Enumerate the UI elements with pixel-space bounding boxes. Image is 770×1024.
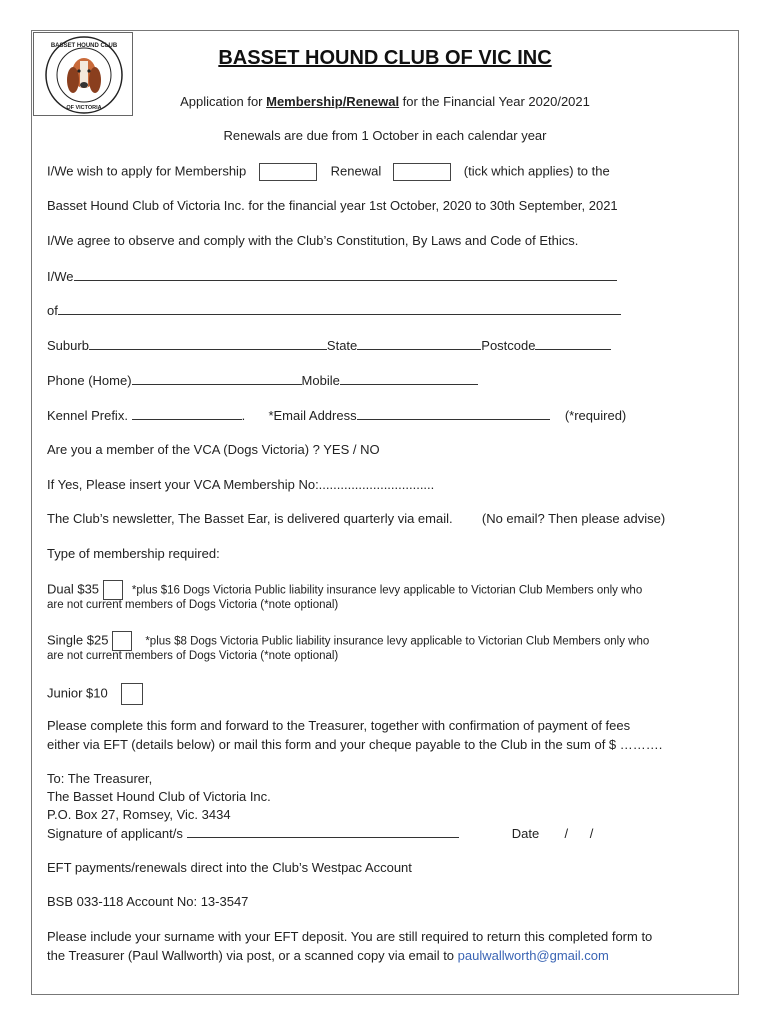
membership-type-heading: Type of membership required: xyxy=(47,546,220,561)
junior-line: Junior $10 xyxy=(47,683,143,705)
apply-line: I/We wish to apply for Membership Renewal (tick which applies) to the xyxy=(47,163,610,181)
dual-line: Dual $35 *plus $16 Dogs Victoria Public liability insurance levy applicable to Victorian Club Members only who xyxy=(47,580,642,600)
iwe-field[interactable] xyxy=(74,268,617,281)
address-field[interactable] xyxy=(58,302,621,315)
treasurer-email-link[interactable]: paulwallworth@gmail.com xyxy=(457,948,609,963)
eft-line: EFT payments/renewals direct into the Club’s Westpac Account xyxy=(47,860,412,875)
signature-line: Signature of applicant/s Date / / xyxy=(47,826,594,841)
instructions-1: Please complete this form and forward to the Treasurer, together with confirmation of payment of fees xyxy=(47,718,631,733)
subtitle-emphasis: Membership/Renewal xyxy=(266,94,400,109)
vca-number-line: If Yes, Please insert your VCA Membership No:................................ xyxy=(47,477,435,492)
kennel-prefix-field[interactable] xyxy=(132,407,242,420)
junior-checkbox[interactable] xyxy=(121,683,143,705)
renewal-checkbox[interactable] xyxy=(393,163,451,181)
dual-note-cont: are not current members of Dogs Victoria (*note optional) xyxy=(47,599,339,611)
subtitle: Application for Membership/Renewal for the Financial Year 2020/2021 xyxy=(180,94,590,109)
membership-checkbox[interactable] xyxy=(259,163,317,181)
suburb-field[interactable] xyxy=(89,337,327,350)
logo-text-bottom: OF VICTORIA xyxy=(66,105,102,111)
club-year-line: Basset Hound Club of Victoria Inc. for the financial year 1st October, 2020 to 30th September, 2021 xyxy=(47,198,618,213)
mobile-field[interactable] xyxy=(340,372,478,385)
renewals-note: Renewals are due from 1 October in each calendar year xyxy=(223,128,547,143)
address-to: To: The Treasurer, xyxy=(47,771,153,786)
state-field[interactable] xyxy=(357,337,481,350)
agree-line: I/We agree to observe and comply with the Club’s Constitution, By Laws and Code of Ethics. xyxy=(47,233,579,248)
bsb-line: BSB 033-118 Account No: 13-3547 xyxy=(47,894,249,909)
email-field[interactable] xyxy=(357,407,550,420)
iwe-line: I/We xyxy=(47,268,617,284)
phone-line: Phone (Home) Mobile xyxy=(47,372,478,388)
single-checkbox[interactable] xyxy=(112,631,132,651)
address-line: of xyxy=(47,302,621,318)
closing-1: Please include your surname with your EFT deposit. You are still required to return this completed form to xyxy=(47,929,653,944)
dual-checkbox[interactable] xyxy=(103,580,123,600)
single-note-cont: are not current members of Dogs Victoria (*note optional) xyxy=(47,650,339,662)
date-field[interactable]: / / xyxy=(564,826,594,841)
phone-home-field[interactable] xyxy=(132,372,302,385)
address-club: The Basset Hound Club of Victoria Inc. xyxy=(47,789,271,804)
logo-text-top: BASSET HOUND CLUB xyxy=(50,43,118,49)
vca-question: Are you a member of the VCA (Dogs Victoria) ? YES / NO xyxy=(47,442,380,457)
closing-2: the Treasurer (Paul Wallworth) via post, or a scanned copy via email to paulwallworth@gmail.com xyxy=(47,948,609,963)
instructions-2: either via EFT (details below) or mail this form and your cheque payable to the Club in the sum of $ ………. xyxy=(47,737,663,752)
signature-field[interactable] xyxy=(187,825,459,838)
suburb-line: Suburb State Postcode xyxy=(47,337,611,353)
address-po-box: P.O. Box 27, Romsey, Vic. 3434 xyxy=(47,807,231,822)
single-line: Single $25 *plus $8 Dogs Victoria Public liability insurance levy applicable to Victorian Club Members only who xyxy=(47,631,649,651)
newsletter-line: The Club’s newsletter, The Basset Ear, is delivered quarterly via email. (No email? Then please advise) xyxy=(47,511,666,526)
kennel-email-line: Kennel Prefix. . *Email Address (*required) xyxy=(47,408,627,423)
page-title: BASSET HOUND CLUB OF VIC INC xyxy=(218,47,552,69)
postcode-field[interactable] xyxy=(535,337,611,350)
